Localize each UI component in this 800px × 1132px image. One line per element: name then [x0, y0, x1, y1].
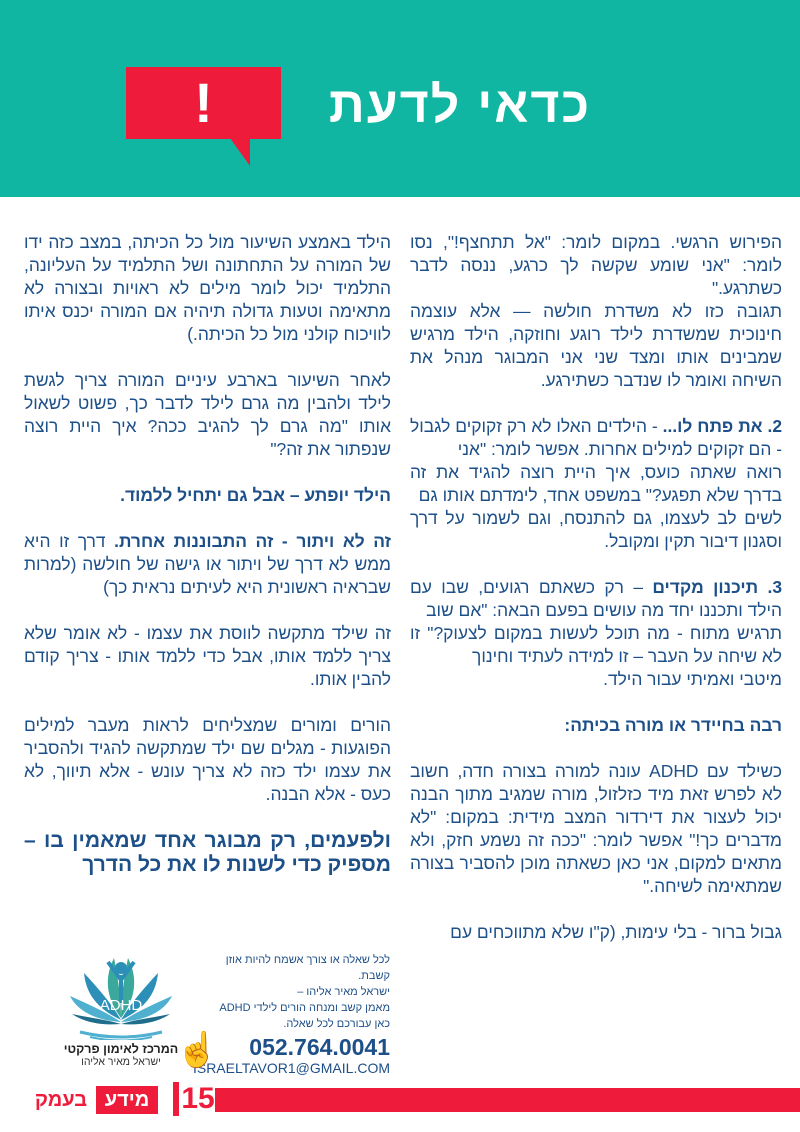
paragraph: כשילד עם ADHD עונה למורה בצורה חדה, חשוב לא לפרש זאת מיד כזלזול, מורה שמגיב מתוך הבנה יכול לעצור את דירדור המצב מידית: במקום: "לא מדברים כך!" אפשר לומר: "ככה זה נשמע חזק, ולא מתאים למקום, אני כאן כשאתה מוכן להסביר בצורה שמתאימה לשיחה." — [410, 761, 782, 896]
paragraph: הפירוש הרגשי. במקום לומר: "אל תתחצף!", נסו לומר: "אני שומע שקשה לך כרגע, ננסה לדבר כשתרגע." — [410, 232, 782, 298]
exclamation-mark: ! — [194, 71, 213, 134]
logo-badge: ADHD — [99, 997, 143, 1014]
body-text: דרך זו היא ממש לא דרך של ויתור או גישה של חולשה (למרות שבראיה ראשונית היא לעיתים נראית כך) — [24, 531, 391, 597]
paragraph: זה שילד מתקשה לווסת את עצמו - לא אומר שלא צריך ללמד אותו, אבל כדי ללמד אותו - צריך קודם להבין אותו. — [24, 623, 391, 689]
paragraph-tip-2 — [410, 415, 782, 461]
phone-number[interactable]: 052.764.0041 — [249, 1034, 390, 1060]
tip-text: - הילדים האלו לא רק זקוקים לגבול - הם זקוקים למילים אחרות. אפשר לומר: "אני — [410, 416, 782, 459]
paragraph: תגובה כזו לא משדרת חולשה — אלא עוצמה חינוכית שמשדרת לילד רוגע וחוזקה, הילד מרגיש שמבינים אותו ומצד שני אני המבוגר מנהל את השיחה ואומר לו שנדבר כשתירגע. — [410, 301, 782, 390]
pointing-hand-cursor-icon: ☝ — [176, 1031, 219, 1069]
logo-subtitle: ישראל מאיר אליהו — [81, 1056, 161, 1068]
bold-statement: הילד יופתע – אבל גם יתחיל ללמוד. — [120, 485, 391, 505]
page-number: 15 — [173, 1082, 217, 1116]
contact-line: מאמן קשב ומנחה הורים לילדי ADHD — [219, 1002, 390, 1014]
speech-bubble-tail — [230, 138, 250, 166]
paragraph-bold — [24, 484, 391, 507]
paragraph-tip-3 — [410, 576, 782, 622]
article-column-left — [24, 231, 391, 877]
footer-bar — [215, 1088, 800, 1112]
magazine-brand-text: בעמק — [34, 1089, 88, 1111]
exclamation-speech-bubble-icon — [126, 67, 281, 139]
article-column-right — [410, 231, 782, 944]
logo-name: המרכז לאימון פרקטי — [63, 1042, 179, 1056]
contact-line: לכל שאלה או צורך אשמח להיות אוזן קשבת. — [225, 954, 390, 982]
page-title: כדאי לדעת — [328, 77, 592, 133]
tip-heading: 3. תיכנון מקדים — [652, 577, 782, 597]
closing-statement: ולפעמים, רק מבוגר אחד שמאמין בו – מספיק כדי לשנות לו את כל הדרך — [24, 829, 391, 876]
paragraph: הילד באמצע השיעור מול כל הכיתה, במצב כזה ידו של המורה על התחתונה ושל התלמיד על העליונה, התלמיד יכול לומר מילים לא ראויות ובצורה לא מתאימה וטעות גדולה תיהיה אם המורה יכנס איתו לוויכוח קולני מול כל הכיתה.) — [24, 232, 391, 344]
lead-text: זה לא ויתור - זה התבוננות אחרת. — [114, 531, 392, 551]
paragraph — [24, 530, 391, 599]
contact-box — [192, 952, 390, 1076]
page-header — [0, 0, 800, 197]
section-heading — [410, 714, 782, 737]
paragraph: תרגיש מתוח - מה תוכל לעשות במקום לצעוק?" זו לא שיחה על העבר – זו למידה לעתיד וחינוך — [410, 623, 782, 666]
adhd-lotus-logo-icon — [66, 948, 176, 1040]
center-logo — [56, 948, 186, 1068]
magazine-brand-box: מידע — [96, 1086, 158, 1114]
paragraph: לאחר השיעור בארבע עיניים המורה צריך לגשת לילד ולהבין מה גרם לילד לדבר כך, פשוט לשאול אותו "מה גרם לך להגיב ככה? איך היית רוצה שנפתור את זה?" — [24, 370, 391, 459]
paragraph: מיטבי ואמיתי עבור הילד. — [603, 669, 782, 689]
section-heading-text: רבה בחיידר או מורה בכיתה: — [564, 715, 782, 735]
tip-heading: 2. את פתח לו... — [662, 416, 782, 436]
paragraph: רואה שאתה כועס, איך היית רוצה להגיד את זה בדרך שלא תפגע?" במשפט אחד, לימדתם אותו גם — [410, 462, 782, 505]
paragraph: גבול ברור - בלי עימות, (ק"ו שלא מתווכחים עם — [450, 922, 782, 942]
email-address[interactable]: ISRAELTAVOR1@GMAIL.COM — [192, 1060, 390, 1076]
paragraph: לשים לב לעצמו, גם להתנסח, וגם לשמור על דרך וסגנון דיבור תקין ומקובל. — [410, 508, 782, 551]
tip-text: – רק כשאתם רגועים, שבו עם הילד ותכננו יחד מה עושים בפעם הבאה: "אם שוב — [410, 577, 782, 620]
contact-line: ישראל מאיר אליהו – — [297, 986, 390, 998]
contact-line: כאן עבורכם לכל שאלה. — [283, 1018, 390, 1030]
paragraph: הורים ומורים שמצליחים לראות מעבר למילים הפוגעות - מגלים שם ילד שמתקשה להגיד ולהסביר את עצמו ילד כזה לא צריך עונש - אלא תיווך, לא כעס - אלא הבנה. — [24, 715, 391, 804]
